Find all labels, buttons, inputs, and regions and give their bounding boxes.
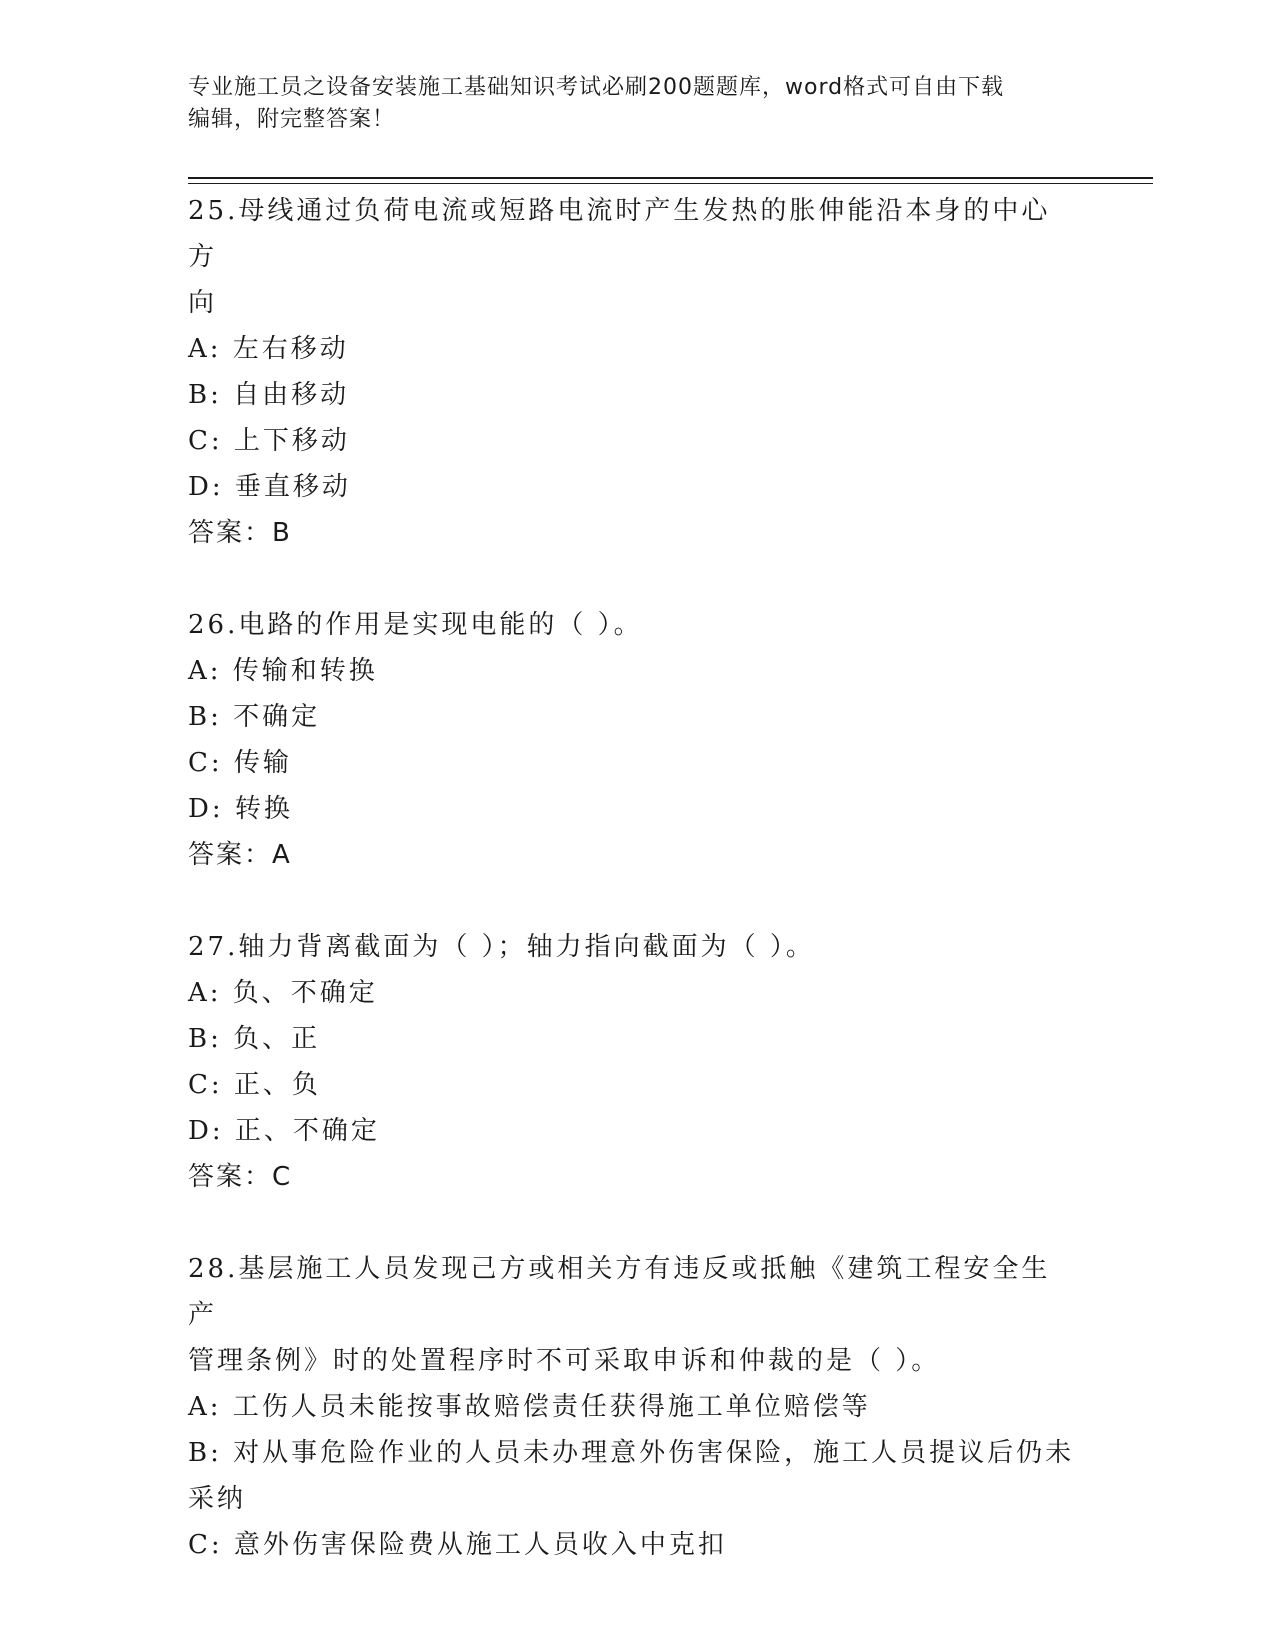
answer-option-line: A: 左右移动 (188, 334, 349, 364)
answer-option-line: B: 对从事危险作业的人员未办理意外伤害保险，施工人员提议后仍未 (188, 1438, 1075, 1468)
answer-option-line: A: 工伤人员未能按事故赔偿责任获得施工单位赔偿等 (188, 1392, 871, 1422)
answer-option-line: D: 垂直移动 (188, 472, 351, 502)
answer-option-line: C: 上下移动 (188, 426, 350, 456)
question-block (188, 602, 1078, 878)
answer-key: 答案：A (188, 840, 292, 870)
header-divider-thin (188, 183, 1153, 184)
answer-key: 答案：B (188, 518, 292, 548)
question-stem-line: 27.轴力背离截面为（ ）；轴力指向截面为（ ）。 (188, 932, 815, 962)
header-line-1: 专业施工员之设备安装施工基础知识考试必刷200题题库，word格式可自由下载 (188, 75, 1005, 100)
question-list (188, 188, 1078, 1614)
answer-option-line: C: 意外伤害保险费从施工人员收入中克扣 (188, 1530, 727, 1560)
answer-option-line: C: 传输 (188, 748, 292, 778)
answer-option-line: C: 正、负 (188, 1070, 321, 1100)
header-divider-thick (188, 177, 1153, 179)
answer-option-line: 采纳 (188, 1484, 247, 1514)
question-block (188, 188, 1078, 556)
question-block (188, 924, 1078, 1200)
question-stem-line: 向 (188, 288, 218, 318)
answer-option-line: B: 不确定 (188, 702, 321, 732)
answer-option-line: B: 自由移动 (188, 380, 350, 410)
answer-option-line: A: 传输和转换 (188, 656, 378, 686)
answer-option-line: B: 负、正 (188, 1024, 321, 1054)
question-block (188, 1246, 1078, 1568)
question-stem-line: 28.基层施工人员发现己方或相关方有违反或抵触《建筑工程安全生产 (188, 1254, 1051, 1330)
answer-key: 答案：C (188, 1162, 293, 1192)
question-stem-line: 26.电路的作用是实现电能的（ ）。 (188, 610, 643, 640)
question-stem-line: 管理条例》时的处置程序时不可采取申诉和仲裁的是（ ）。 (188, 1346, 941, 1376)
document-header (188, 72, 1068, 136)
question-stem-line: 25.母线通过负荷电流或短路电流时产生发热的胀伸能沿本身的中心方 (188, 196, 1051, 272)
answer-option-line: D: 转换 (188, 794, 293, 824)
header-line-2: 编辑，附完整答案！ (188, 107, 396, 132)
answer-option-line: D: 正、不确定 (188, 1116, 380, 1146)
answer-option-line: A: 负、不确定 (188, 978, 378, 1008)
